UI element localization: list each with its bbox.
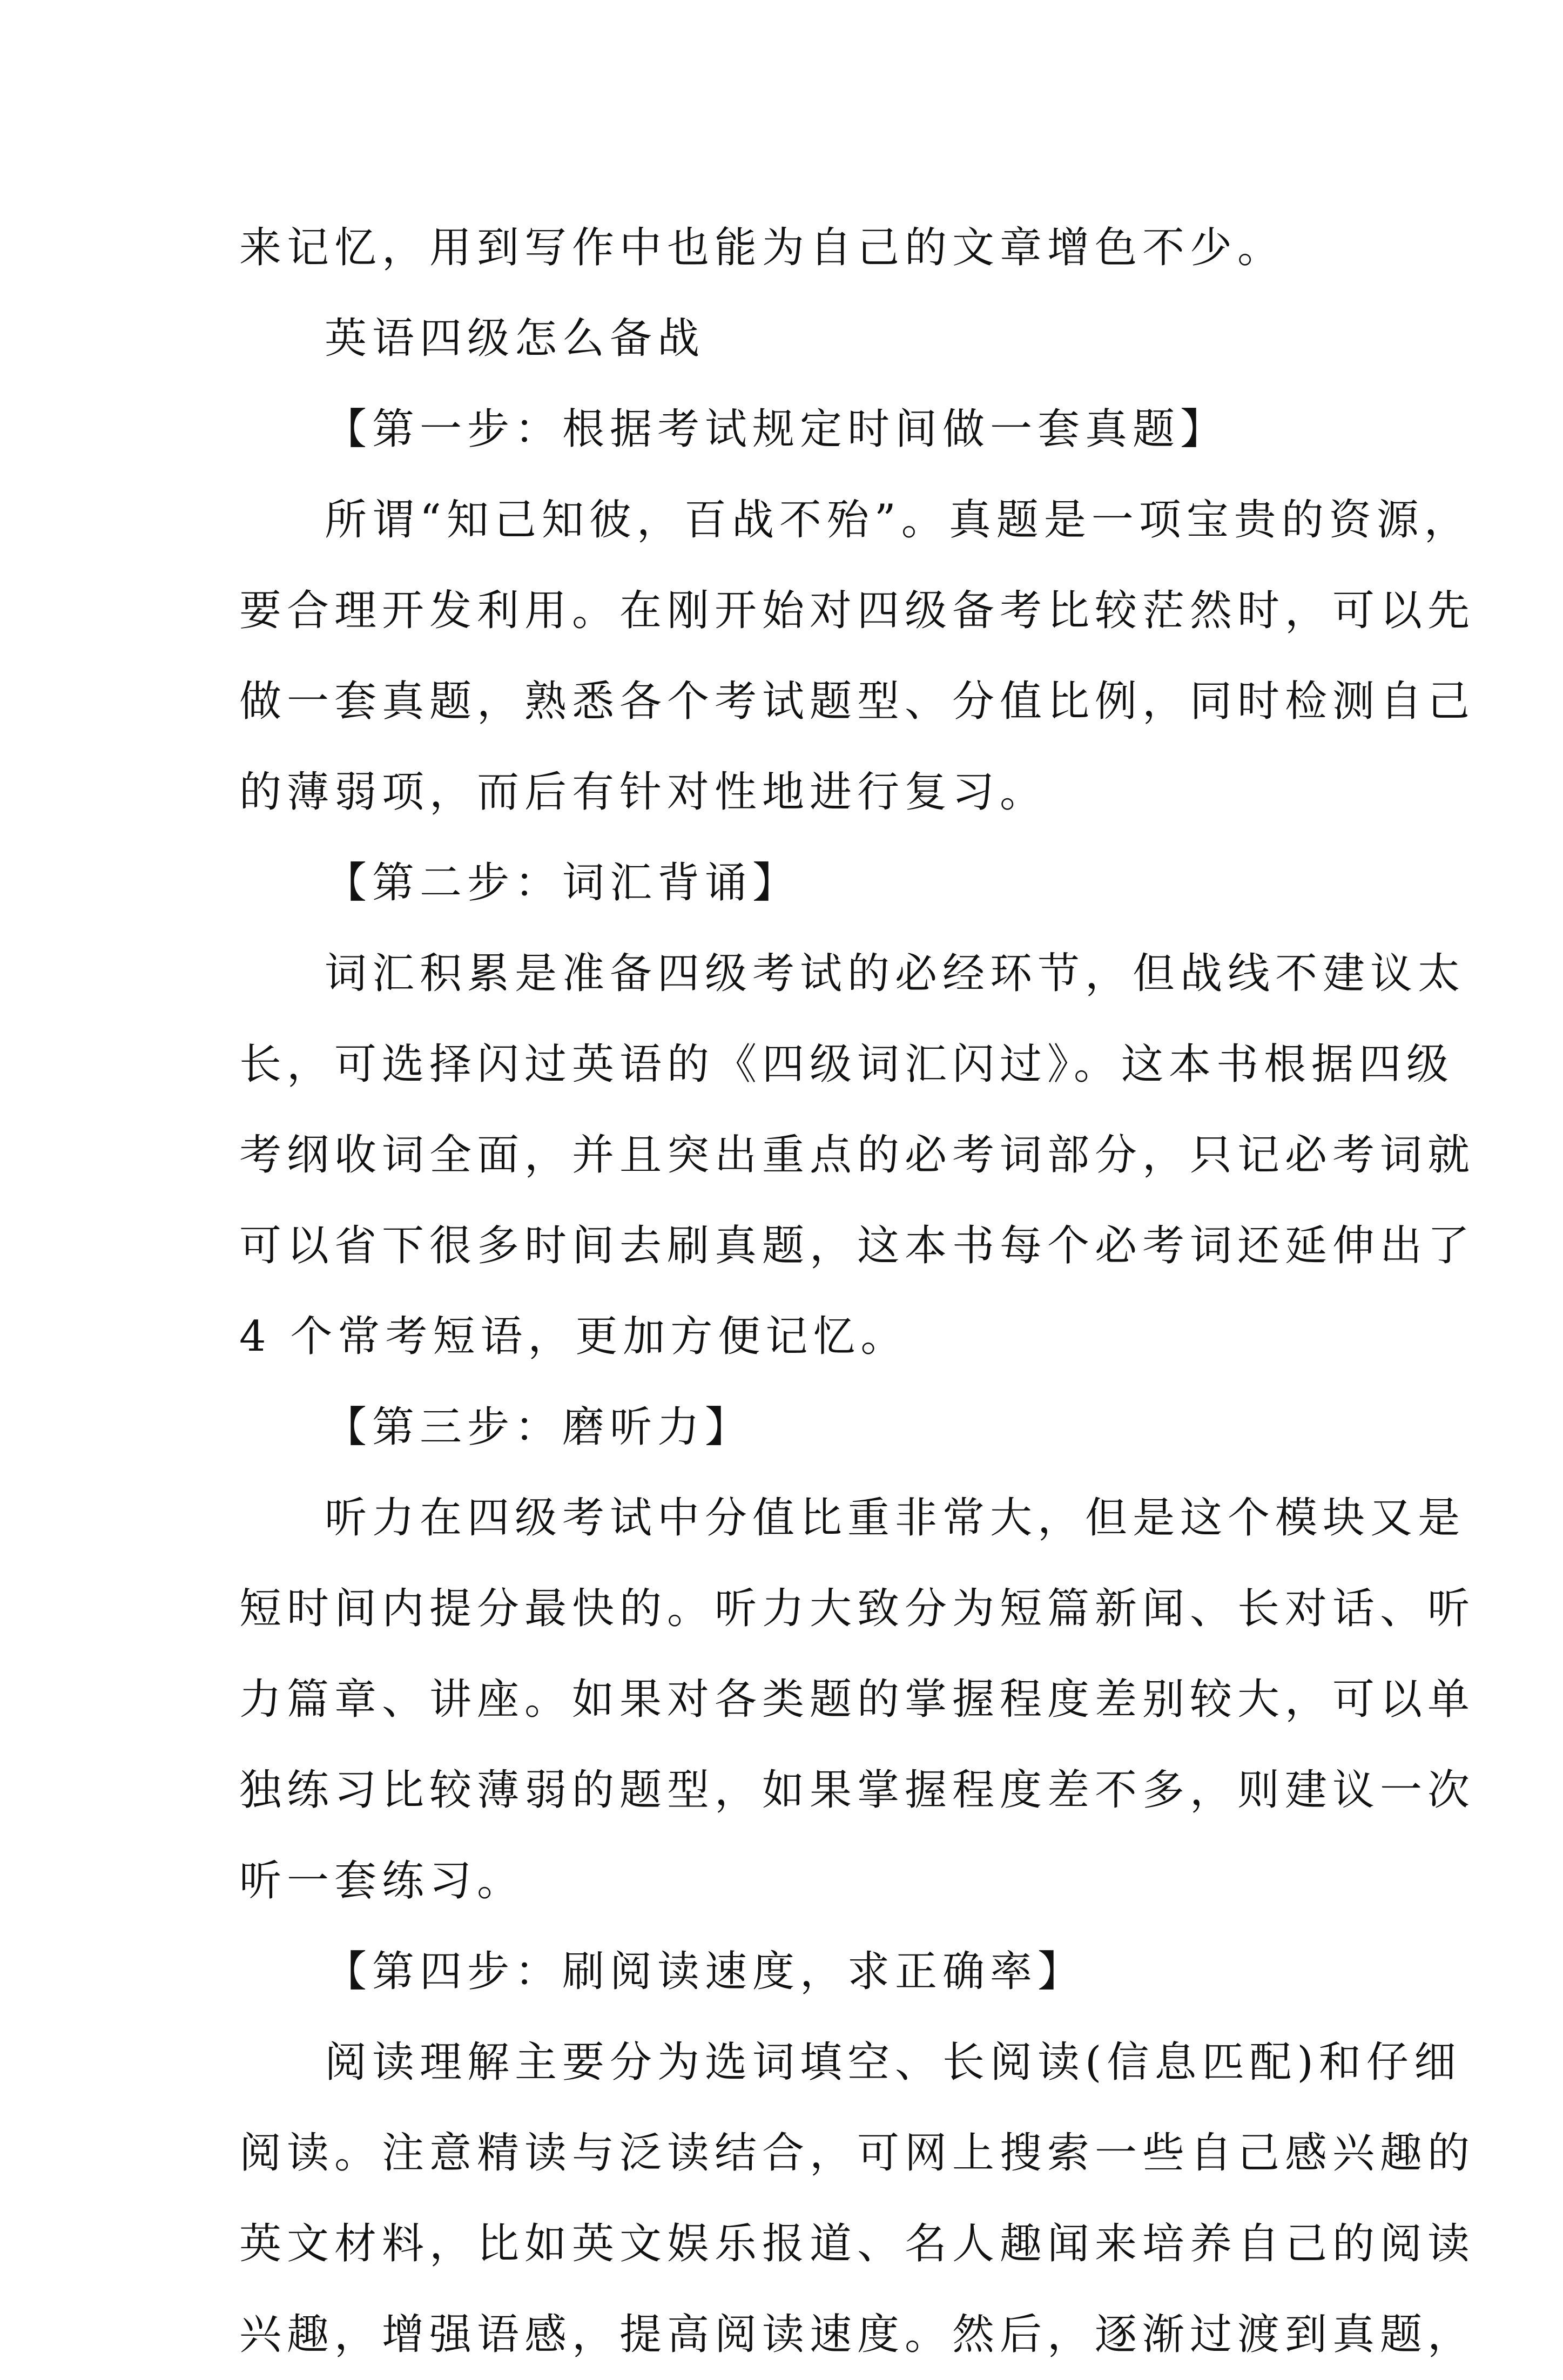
paragraph-continuation — [239, 203, 1330, 293]
step-paragraph — [239, 928, 1476, 1382]
step-paragraph — [239, 2017, 1476, 2380]
text-line: 词汇积累是准备四级考试的必经环节，但战线不建议太 — [325, 949, 1466, 998]
section-title — [239, 293, 1330, 384]
text-line: 长，可选择闪过英语的《四级词汇闪过》。这本书根据四级 — [239, 1040, 1454, 1089]
text-line: 独练习比较薄弱的题型，如果掌握程度差不多，则建议一次 — [239, 1766, 1476, 1815]
text-line: 来记忆，用到写作中也能为自己的文章增色不少。 — [239, 224, 1285, 272]
text-line: 可以省下很多时间去刷真题，这本书每个必考词还延伸出了 — [239, 1222, 1476, 1270]
step-heading-text: 【第一步：根据考试规定时间做一套真题】 — [325, 405, 1228, 454]
text-line: 听一套练习。 — [239, 1857, 525, 1905]
step-heading — [239, 1382, 1330, 1473]
text-line: 短时间内提分最快的。听力大致分为短篇新闻、长对话、听 — [239, 1585, 1476, 1633]
text-line: 英文材料，比如英文娱乐报道、名人趣闻来培养自己的阅读 — [239, 2220, 1476, 2268]
text-line: 所谓“知己知彼，百战不殆”。真题是一项宝贵的资源， — [325, 496, 1472, 544]
text-line: 4 个常考短语，更加方便记忆。 — [239, 1312, 908, 1361]
text-line: 力篇章、讲座。如果对各类题的掌握程度差别较大，可以单 — [239, 1675, 1476, 1724]
text-line: 阅读理解主要分为选词填空、长阅读(信息匹配)和仔细 — [325, 2038, 1461, 2087]
document-body — [239, 203, 1476, 2380]
step-heading-text: 【第四步：刷阅读速度，求正确率】 — [325, 1947, 1086, 1996]
step-paragraph — [239, 1473, 1476, 1926]
step-heading-text: 【第三步：磨听力】 — [325, 1403, 753, 1452]
text-line: 要合理开发利用。在刚开始对四级备考比较茫然时，可以先 — [239, 586, 1476, 635]
step-heading — [239, 1926, 1330, 2017]
step-paragraph — [239, 475, 1476, 838]
step-heading — [239, 384, 1330, 475]
text-line: 兴趣，增强语感，提高阅读速度。然后，逐渐过渡到真题， — [239, 2310, 1476, 2359]
text-line: 的薄弱项，而后有针对性地进行复习。 — [239, 768, 1048, 817]
text-line: 考纲收词全面，并且突出重点的必考词部分，只记必考词就 — [239, 1131, 1476, 1179]
step-heading — [239, 838, 1330, 928]
text-line: 听力在四级考试中分值比重非常大，但是这个模块又是 — [325, 1494, 1466, 1542]
section-title-text: 英语四级怎么备战 — [325, 314, 705, 363]
text-line: 做一套真题，熟悉各个考试题型、分值比例，同时检测自己 — [239, 677, 1476, 726]
text-line: 阅读。注意精读与泛读结合，可网上搜索一些自己感兴趣的 — [239, 2129, 1476, 2177]
step-heading-text: 【第二步：词汇背诵】 — [325, 859, 800, 907]
